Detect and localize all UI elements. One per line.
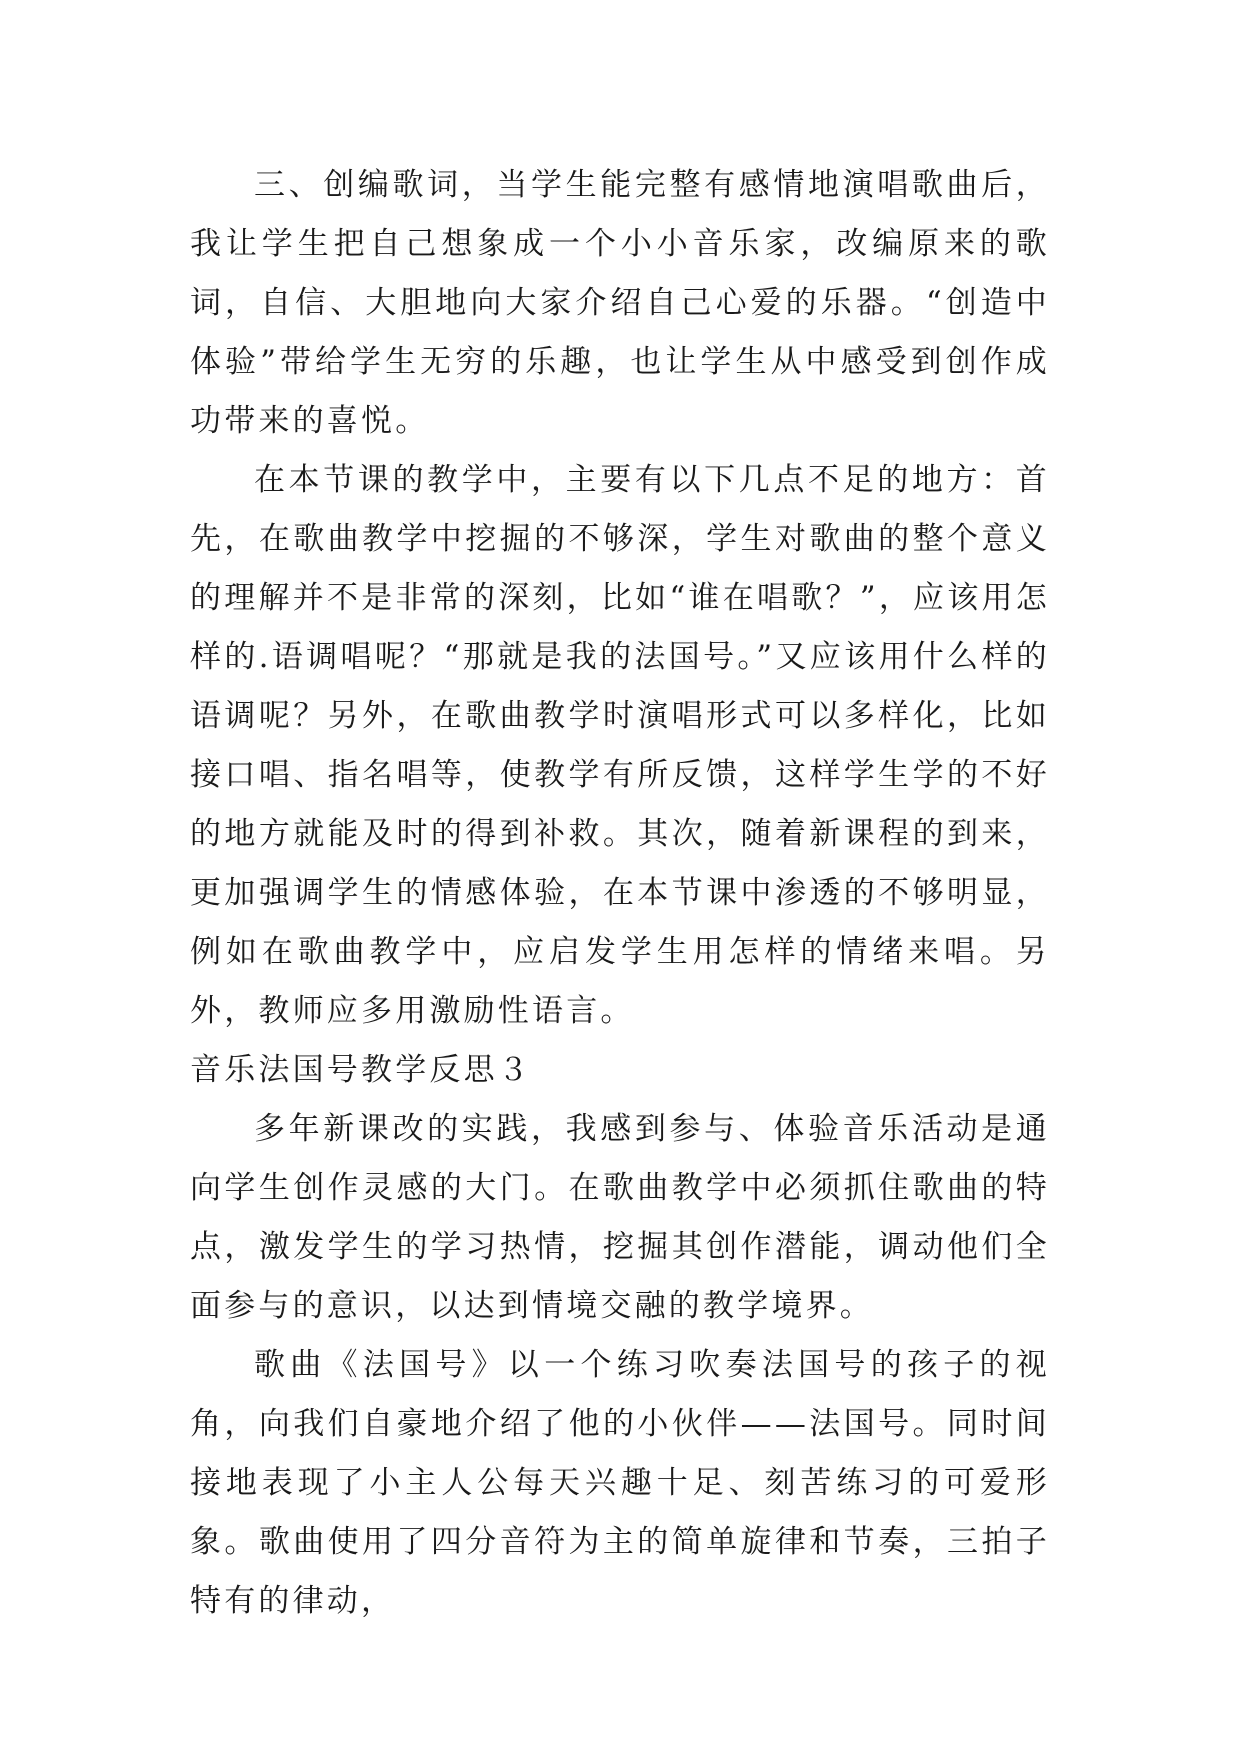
paragraph-song-intro: 歌曲《法国号》以一个练习吹奏法国号的孩子的视角，向我们自豪地介绍了他的小伙伴——法国号。同时间接地表现了小主人公每天兴趣十足、刻苦练习的可爱形象。歌曲使用了四分音符为主的简单旋律和节奏，三拍子特有的律动， <box>190 1347 1050 1619</box>
section-heading: 音乐法国号教学反思３ <box>190 1052 532 1088</box>
paragraph-lyrics-creation: 三、创编歌词，当学生能完整有感情地演唱歌曲后，我让学生把自己想象成一个小小音乐家，改编原来的歌词，自信、大胆地向大家介绍自己心爱的乐器。“创造中体验”带给学生无穷的乐趣，也让学生从中感受到创作成功带来的喜悦。 <box>190 167 1050 439</box>
document-page <box>190 156 1050 1631</box>
paragraph-shortcomings: 在本节课的教学中，主要有以下几点不足的地方：首先，在歌曲教学中挖掘的不够深，学生对歌曲的整个意义的理解并不是非常的深刻，比如“谁在唱歌？”，应该用怎样的.语调唱呢？“那就是我的法国号。”又应该用什么样的语调呢？另外，在歌曲教学时演唱形式可以多样化，比如接口唱、指名唱等，使教学有所反馈，这样学生学的不好的地方就能及时的得到补救。其次，随着新课程的到来，更加强调学生的情感体验，在本节课中渗透的不够明显，例如在歌曲教学中，应启发学生用怎样的情绪来唱。另外，教师应多用激励性语言。 <box>190 462 1050 1029</box>
paragraph-practice: 多年新课改的实践，我感到参与、体验音乐活动是通向学生创作灵感的大门。在歌曲教学中必须抓住歌曲的特点，激发学生的学习热情，挖掘其创作潜能，调动他们全面参与的意识，以达到情境交融的教学境界。 <box>190 1111 1050 1324</box>
